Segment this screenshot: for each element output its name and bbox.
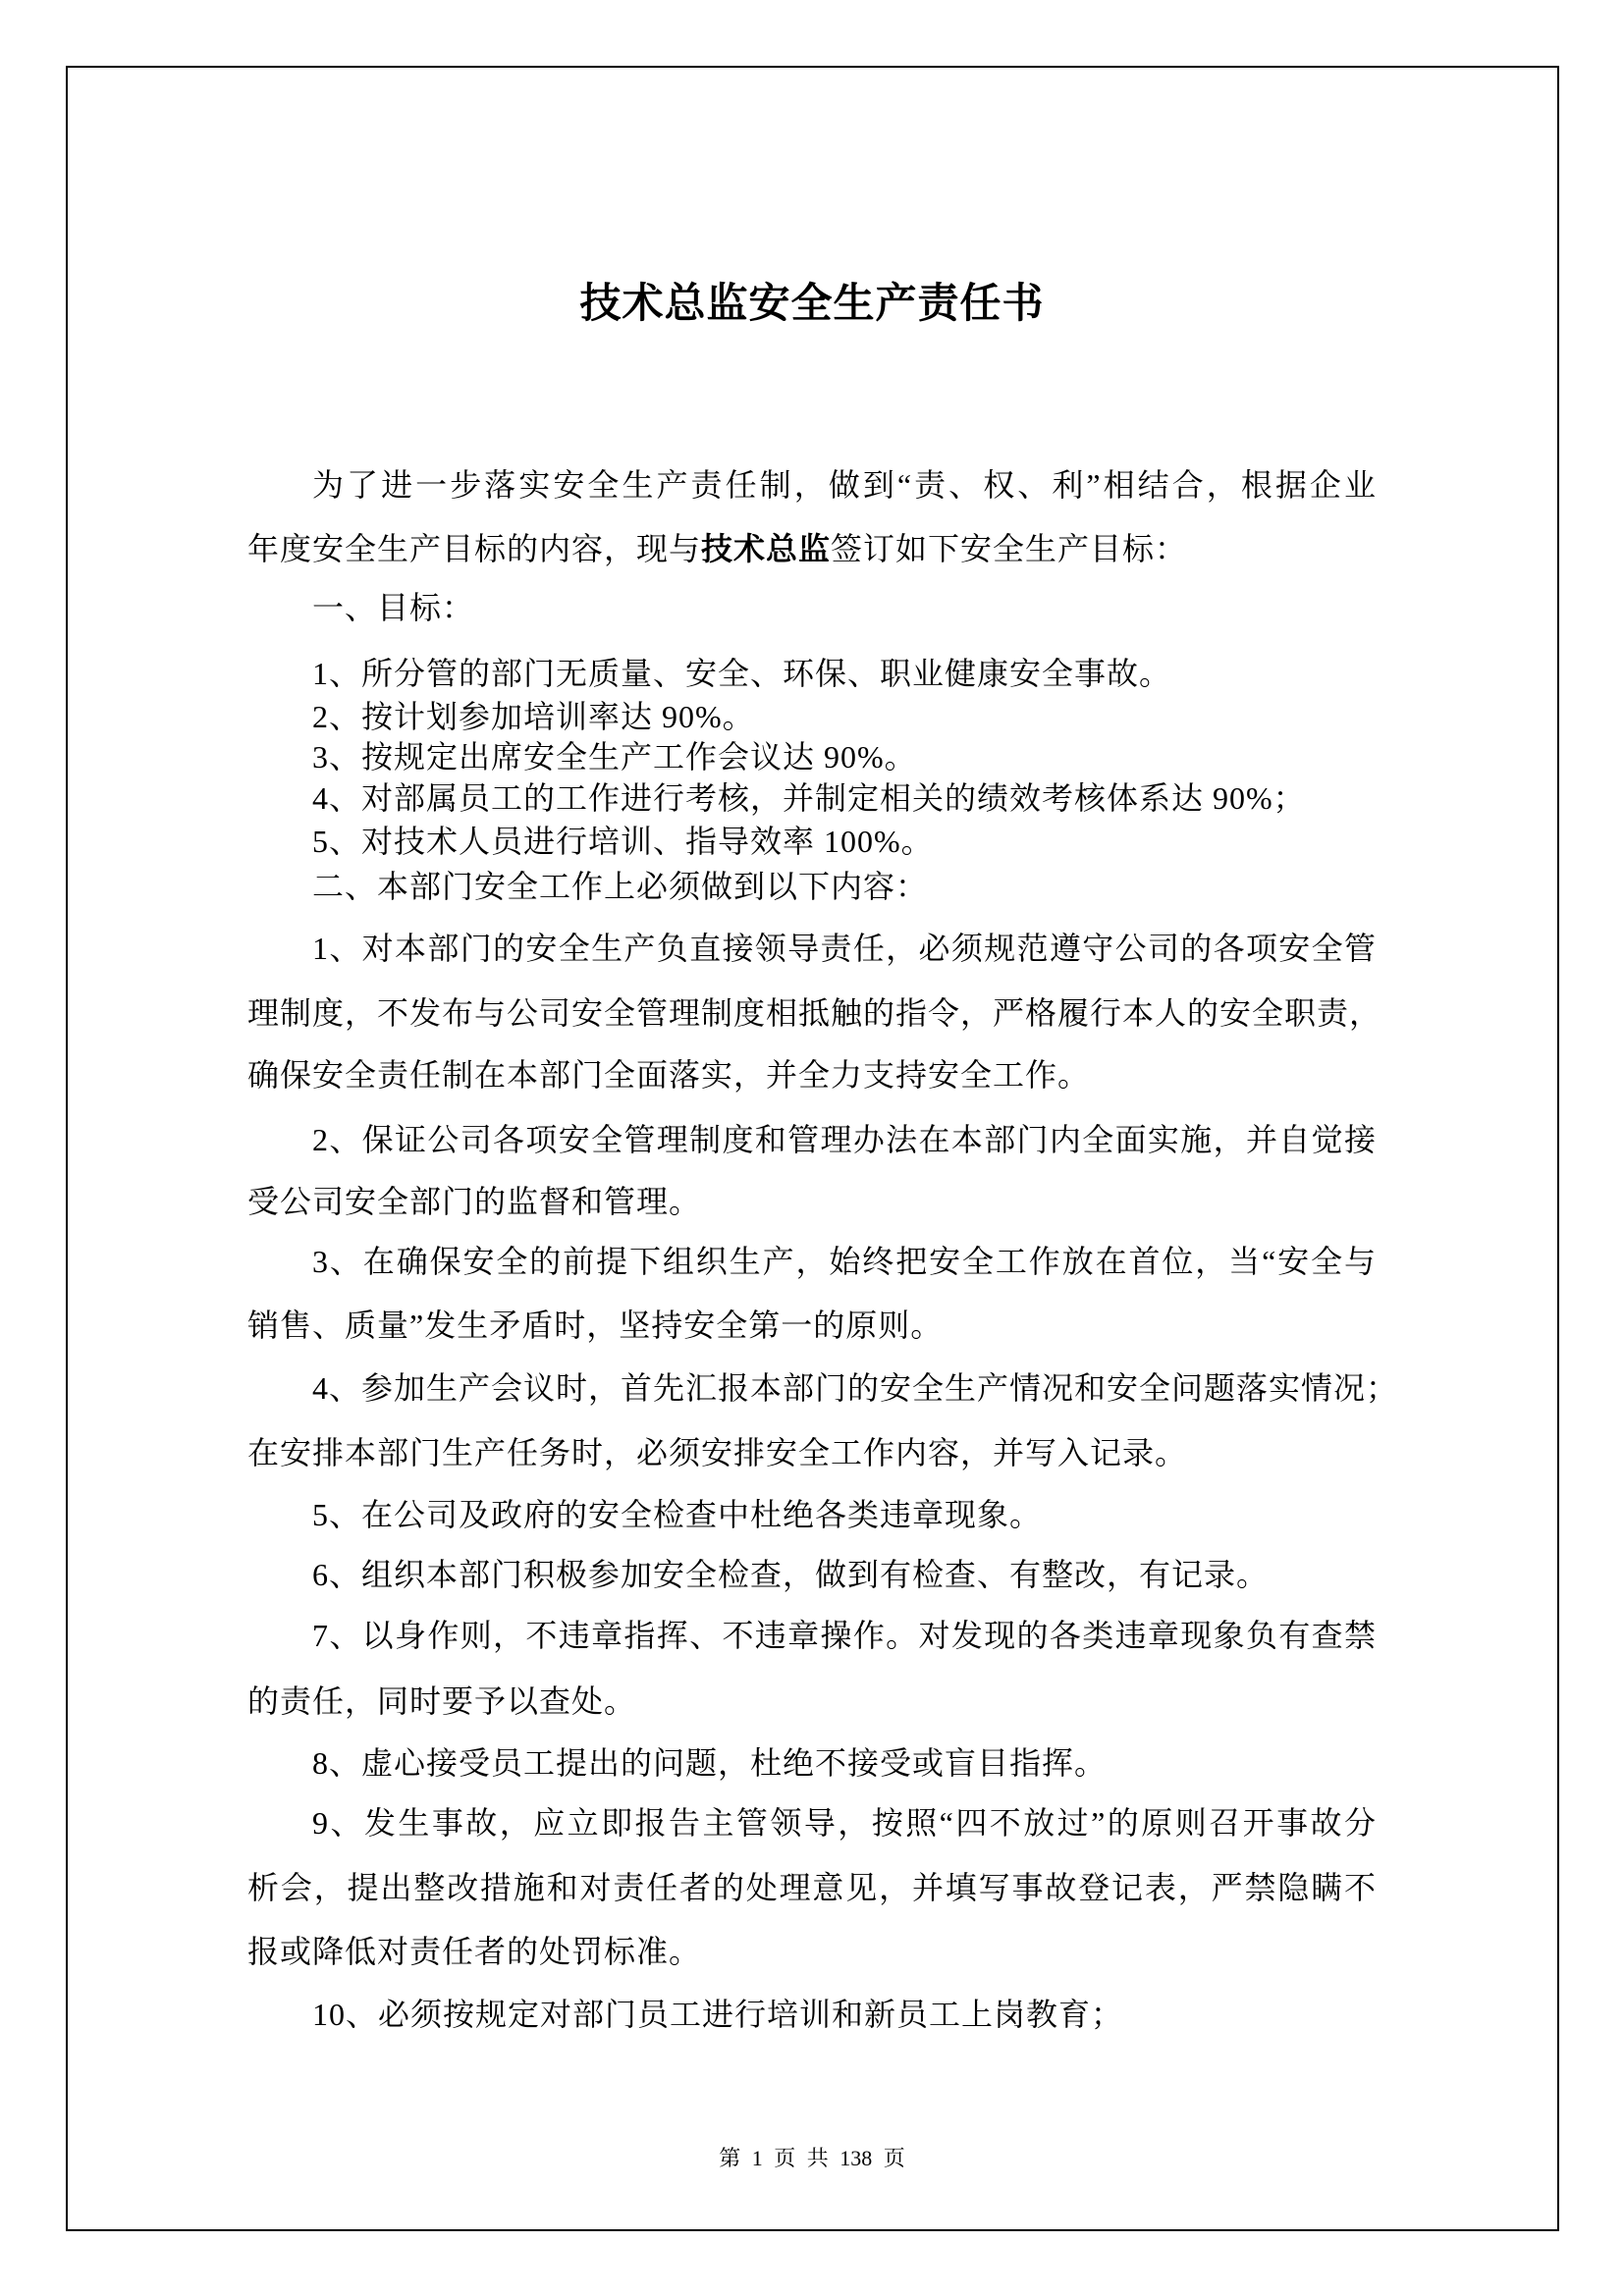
intro-line-1: 为了进一步落实安全生产责任制，做到“责、权、利”相结合，根据企业 [312,467,1377,503]
section-heading-goals: 一、目标： [312,590,475,625]
section-heading-requirements: 二、本部门安全工作上必须做到以下内容： [312,869,929,904]
requirement-item-4-line-1: 4、参加生产会议时，首先汇报本部门的安全生产情况和安全问题落实情况； [312,1370,1399,1406]
goal-item: 3、按规定出席安全生产工作会议达 90%。 [312,739,917,774]
requirement-item-3-line-2: 销售、质量”发生矛盾时，坚持安全第一的原则。 [247,1308,944,1343]
intro-text: 年度安全生产目标的内容，现与 [247,531,702,566]
page-number-footer: 第 1 页 共 138 页 [719,2146,905,2170]
goal-item: 2、按计划参加培训率达 90%。 [312,699,755,734]
requirement-item-9-line-3: 报或降低对责任者的处罚标准。 [247,1934,702,1969]
document-title: 技术总监安全生产责任书 [579,279,1045,327]
intro-role-bold: 技术总监 [701,531,832,566]
requirement-item-9-line-1: 9、发生事故，应立即报告主管领导，按照“四不放过”的原则召开事故分 [312,1805,1377,1841]
requirement-item-1-line-3: 确保安全责任制在本部门全面落实，并全力支持安全工作。 [247,1057,1091,1093]
requirement-item-10: 10、必须按规定对部门员工进行培训和新员工上岗教育； [312,1997,1124,2032]
requirement-item-4-line-2: 在安排本部门生产任务时，必须安排安全工作内容，并写入记录。 [247,1435,1188,1470]
requirement-item-1-line-2: 理制度，不发布与公司安全管理制度相抵触的指令，严格履行本人的安全职责， [247,995,1382,1031]
requirement-item-7-line-2: 的责任，同时要予以查处。 [247,1683,637,1719]
requirement-item-3-line-1: 3、在确保安全的前提下组织生产，始终把安全工作放在首位，当“安全与 [312,1244,1377,1279]
requirement-item-6: 6、组织本部门积极参加安全检查，做到有检查、有整改，有记录。 [312,1557,1270,1592]
requirement-item-2-line-1: 2、保证公司各项安全管理制度和管理办法在本部门内全面实施，并自觉接 [312,1122,1377,1157]
requirement-item-2-line-2: 受公司安全部门的监督和管理。 [247,1184,702,1219]
requirement-item-8: 8、虚心接受员工提出的问题，杜绝不接受或盲目指挥。 [312,1745,1108,1781]
requirement-item-5: 5、在公司及政府的安全检查中杜绝各类违章现象。 [312,1497,1043,1532]
goal-item: 4、对部属员工的工作进行考核，并制定相关的绩效考核体系达 90%； [312,780,1306,816]
intro-text-after: 签订如下安全生产目标： [831,531,1188,566]
intro-line-2 [247,529,1377,568]
goal-item: 5、对技术人员进行培训、指导效率 100%。 [312,824,934,859]
requirement-item-9-line-2: 析会，提出整改措施和对责任者的处理意见，并填写事故登记表，严禁隐瞒不 [247,1870,1377,1905]
requirement-item-7-line-1: 7、以身作则，不违章指挥、不违章操作。对发现的各类违章现象负有查禁 [312,1618,1377,1653]
goal-item: 1、所分管的部门无质量、安全、环保、职业健康安全事故。 [312,656,1172,691]
requirement-item-1-line-1: 1、对本部门的安全生产负直接领导责任，必须规范遵守公司的各项安全管 [312,931,1377,966]
